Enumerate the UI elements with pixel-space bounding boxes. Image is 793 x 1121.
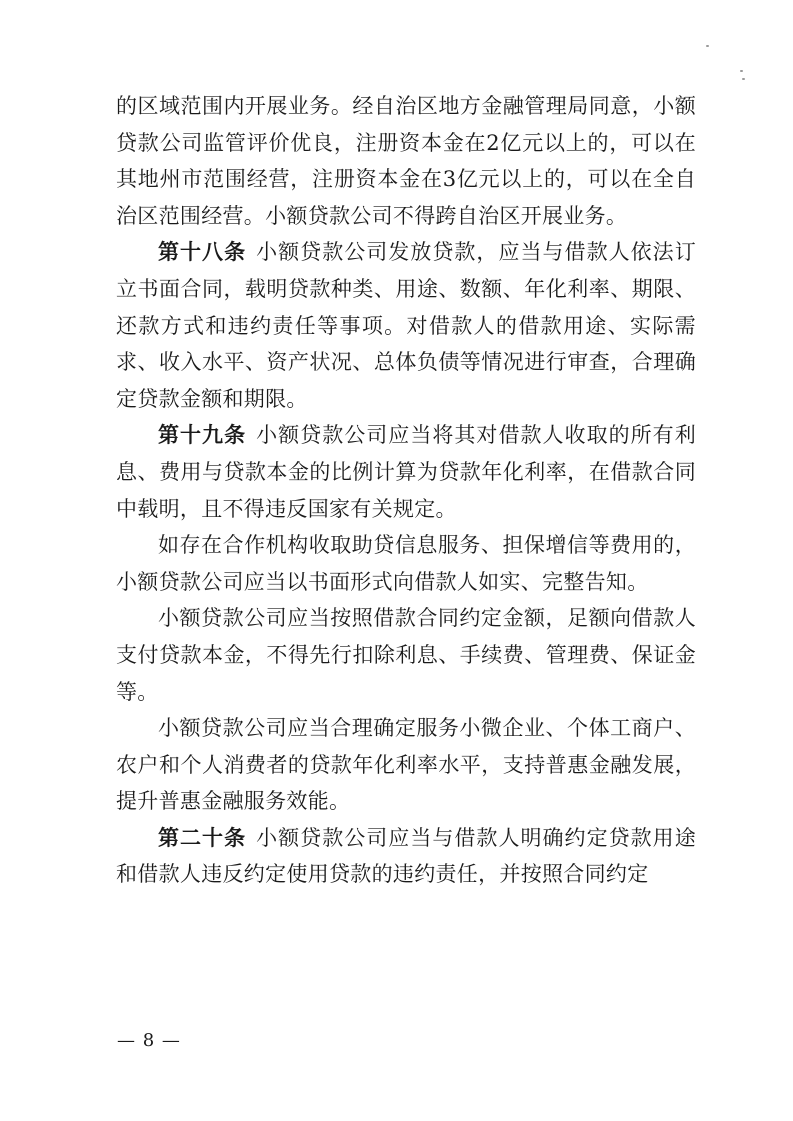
paragraph-continuation	[116, 88, 696, 234]
paragraph-text: 如存在合作机构收取助贷信息服务、担保增信等费用的，小额贷款公司应当以书面形式向借款人如实、完整告知。	[116, 533, 696, 594]
paragraph-text: 小额贷款公司发放贷款，应当与借款人依法订立书面合同，载明贷款种类、用途、数额、年化利率、期限、还款方式和违约责任等事项。对借款人的借款用途、实际需求、收入水平、资产状况、总体负债等情况进行审查，合理确定贷款金额和期限。	[116, 240, 696, 411]
paragraph-text: 的区域范围内开展业务。经自治区地方金融管理局同意，小额贷款公司监管评价优良，注册资本金在2亿元以上的，可以在其地州市范围经营，注册资本金在3亿元以上的，可以在全自治区范围经营。小额贷款公司不得跨自治区开展业务。	[116, 94, 696, 228]
paragraph-article-19	[116, 417, 696, 527]
article-number: 第二十条	[158, 824, 247, 850]
article-number: 第十九条	[158, 422, 247, 448]
paragraph-text: 小额贷款公司应当合理确定服务小微企业、个体工商户、农户和个人消费者的贷款年化利率水平，支持普惠金融发展，提升普惠金融服务效能。	[116, 716, 696, 814]
document-body	[116, 88, 696, 893]
paragraph-text: 小额贷款公司应当按照借款合同约定金额，足额向借款人支付贷款本金，不得先行扣除利息、手续费、管理费、保证金等。	[116, 606, 696, 704]
article-number: 第十八条	[158, 239, 247, 265]
paragraph-full-principal	[116, 600, 696, 710]
paragraph-article-18	[116, 234, 696, 417]
paragraph-inclusive-finance	[116, 710, 696, 820]
paragraph-article-20	[116, 820, 696, 893]
page-number: — 8 —	[117, 1030, 181, 1051]
paragraph-text: 小额贷款公司应当与借款人明确约定贷款用途和借款人违反约定使用贷款的违约责任，并按照合同约定	[116, 825, 696, 887]
paragraph-text: 小额贷款公司应当将其对借款人收取的所有利息、费用与贷款本金的比例计算为贷款年化利率，在借款合同中载明，且不得违反国家有关规定。	[116, 423, 696, 521]
paragraph-cooperation-fees	[116, 527, 696, 600]
